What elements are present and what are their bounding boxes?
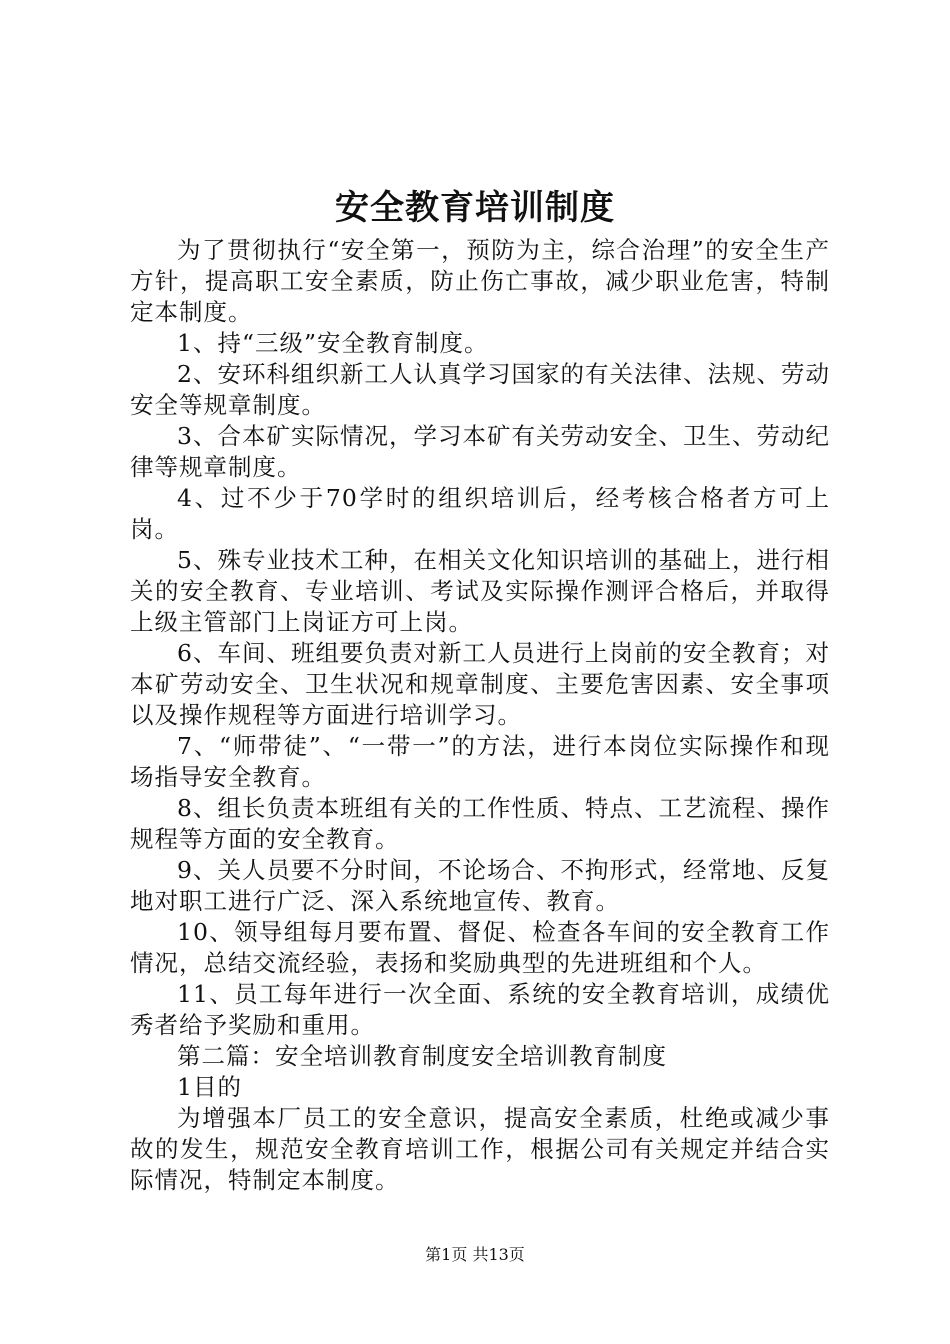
- intro-paragraph: 为了贯彻执行“安全第一，预防为主，综合治理”的安全生产方针，提高职工安全素质，防止伤亡事故，减少职业危害，特制定本制度。: [130, 236, 830, 326]
- purpose-paragraph: 为增强本厂员工的安全意识，提高安全素质，杜绝或减少事故的发生，规范安全教育培训工作，根据公司有关规定并结合实际情况，特制定本制度。: [130, 1104, 830, 1194]
- document-body: [130, 235, 830, 1196]
- clause-10: 10、领导组每月要布置、督促、检查各车间的安全教育工作情况，总结交流经验，表扬和奖励典型的先进班组和个人。: [130, 918, 830, 977]
- clause-7: 7、“师带徒”、“一带一”的方法，进行本岗位实际操作和现场指导安全教育。: [130, 732, 830, 791]
- section-heading-part-two: 第二篇：安全培训教育制度安全培训教育制度: [177, 1042, 667, 1070]
- clause-4: 4、过不少于70学时的组织培训后，经考核合格者方可上岗。: [130, 484, 830, 543]
- clause-9: 9、关人员要不分时间，不论场合、不拘形式，经常地、反复地对职工进行广泛、深入系统地宣传、教育。: [130, 856, 830, 915]
- clause-1: 1、持“三级”安全教育制度。: [177, 329, 489, 357]
- document-title: 安全教育培训制度: [335, 188, 615, 228]
- clause-2: 2、安环科组织新工人认真学习国家的有关法律、法规、劳动安全等规章制度。: [130, 360, 830, 419]
- clause-6: 6、车间、班组要负责对新工人员进行上岗前的安全教育；对本矿劳动安全、卫生状况和规章制度、主要危害因素、安全事项以及操作规程等方面进行培训学习。: [130, 639, 830, 729]
- clause-3: 3、合本矿实际情况，学习本矿有关劳动安全、卫生、劳动纪律等规章制度。: [130, 422, 830, 481]
- clause-5: 5、殊专业技术工种，在相关文化知识培训的基础上，进行相关的安全教育、专业培训、考试及实际操作测评合格后，并取得上级主管部门上岗证方可上岗。: [130, 546, 830, 636]
- clause-8: 8、组长负责本班组有关的工作性质、特点、工艺流程、操作规程等方面的安全教育。: [130, 794, 830, 853]
- section-heading-purpose: 1目的: [177, 1073, 242, 1101]
- page-footer: 第1页 共13页: [425, 1245, 525, 1264]
- clause-11: 11、员工每年进行一次全面、系统的安全教育培训，成绩优秀者给予奖励和重用。: [130, 980, 830, 1039]
